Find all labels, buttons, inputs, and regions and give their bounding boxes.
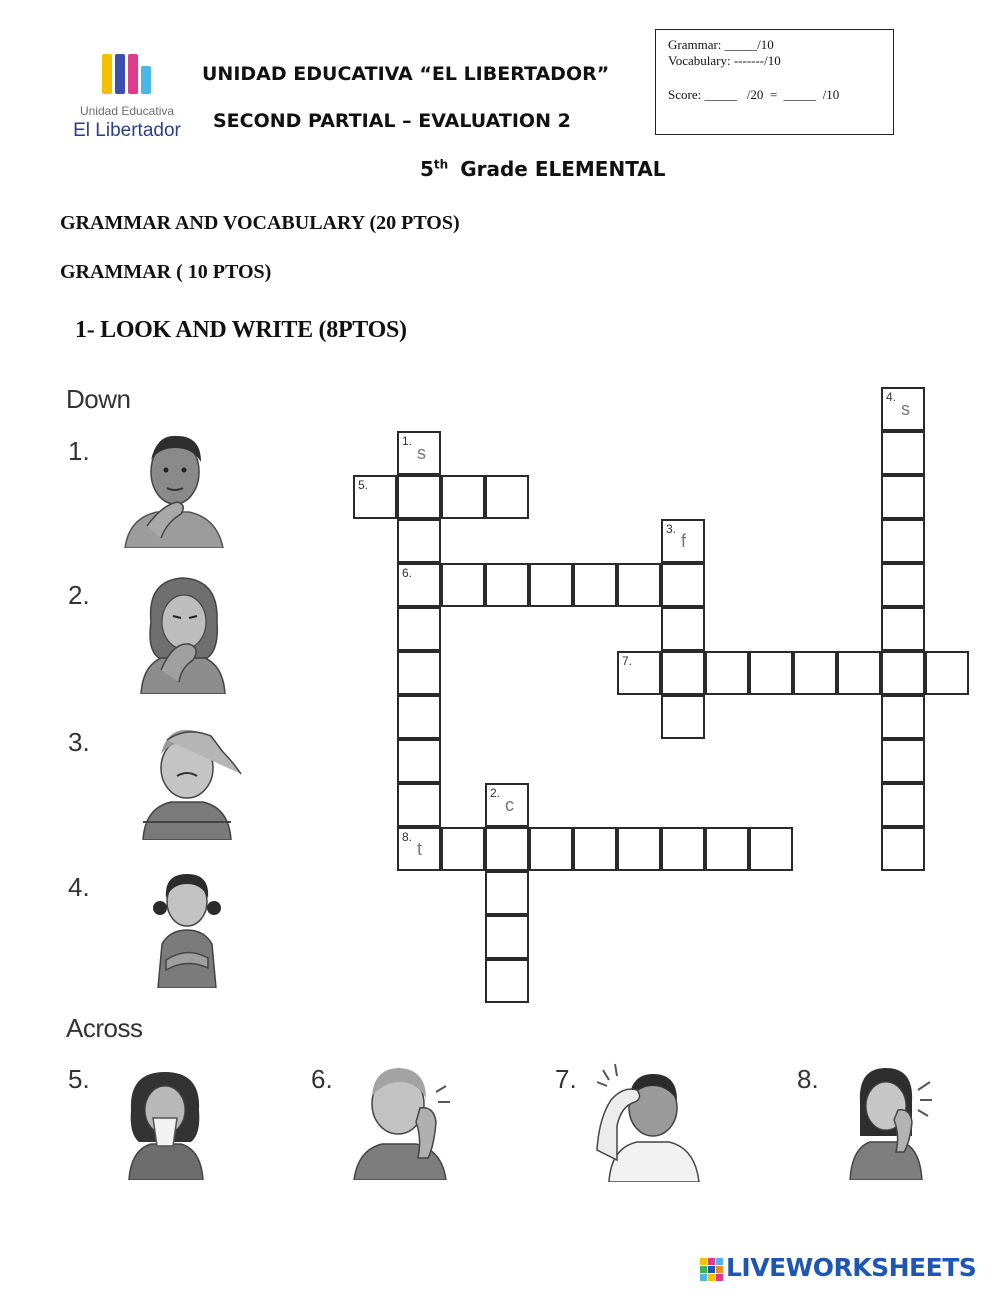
crossword-hint-letter: s xyxy=(417,443,426,463)
crossword-cell[interactable] xyxy=(881,739,925,783)
crossword-cell[interactable] xyxy=(441,475,485,519)
crossword-cell[interactable] xyxy=(485,959,529,1003)
across-clue-number: 8. xyxy=(797,1064,819,1094)
girl-sneezing-image xyxy=(125,1064,207,1180)
crossword-cell[interactable] xyxy=(353,475,397,519)
crossword-clue-number: 7. xyxy=(622,654,633,668)
task-instruction: LOOK AND WRITE (8PTOS) xyxy=(100,317,407,343)
crossword-cell[interactable] xyxy=(397,475,441,519)
crossword-cell[interactable] xyxy=(749,827,793,871)
crossword-cell[interactable] xyxy=(617,827,661,871)
evaluation-title: SECOND PARTIAL – EVALUATION 2 xyxy=(213,110,571,132)
school-logo xyxy=(62,52,192,144)
across-clue-number: 6. xyxy=(311,1064,333,1094)
crossword-cell[interactable] xyxy=(573,563,617,607)
crossword-cell[interactable] xyxy=(661,563,705,607)
grade-label: Grade ELEMENTAL xyxy=(460,157,666,181)
crossword-cell[interactable] xyxy=(397,783,441,827)
section-grammar: GRAMMAR ( 10 PTOS) xyxy=(60,261,272,283)
girl-toothache-image xyxy=(848,1062,934,1180)
crossword-cell[interactable] xyxy=(661,827,705,871)
down-clue-number: 1. xyxy=(68,436,90,466)
girl-cough-image xyxy=(137,572,229,694)
crossword-cell[interactable] xyxy=(661,651,705,695)
down-clue-number: 4. xyxy=(68,872,90,902)
crossword-cell[interactable] xyxy=(485,475,529,519)
crossword-cell[interactable] xyxy=(573,827,617,871)
crossword-cell[interactable] xyxy=(397,519,441,563)
school-name: UNIDAD EDUCATIVA “EL LIBERTADOR” xyxy=(202,63,610,85)
crossword-cell[interactable] xyxy=(485,915,529,959)
crossword-cell[interactable] xyxy=(881,783,925,827)
total-score: Score: _____ /20 = _____ /10 xyxy=(668,87,840,102)
crossword-cell[interactable] xyxy=(397,739,441,783)
crossword-cell[interactable] xyxy=(881,475,925,519)
liveworksheets-blocks-icon xyxy=(700,1258,724,1282)
task-number: 1- xyxy=(75,317,95,343)
crossword-clue-number: 6. xyxy=(402,566,413,580)
crossword-hint-letter: c xyxy=(505,795,514,815)
task-title xyxy=(75,317,407,344)
grammar-score: Grammar: _____/10 xyxy=(668,37,774,52)
grade-suffix: th xyxy=(433,157,449,172)
vocabulary-score: Vocabulary: -------/10 xyxy=(668,53,781,68)
crossword-cell[interactable] xyxy=(837,651,881,695)
crossword-cell[interactable] xyxy=(397,607,441,651)
crossword-cell[interactable] xyxy=(705,651,749,695)
crossword-cell[interactable] xyxy=(441,827,485,871)
crossword-cell[interactable] xyxy=(617,651,661,695)
crossword-cell[interactable] xyxy=(397,563,441,607)
grade-number: 5 xyxy=(420,157,434,181)
across-heading: Across xyxy=(66,1013,143,1043)
crossword-clue-number: 2. xyxy=(490,786,501,800)
crossword-cell[interactable] xyxy=(485,783,529,827)
crossword-clue-number: 5. xyxy=(358,478,369,492)
crossword-cell[interactable] xyxy=(397,827,441,871)
crossword-cell[interactable] xyxy=(881,651,925,695)
across-clue-number: 7. xyxy=(555,1064,577,1094)
crossword-clue-number: 3. xyxy=(666,522,677,536)
logo-line1: Unidad Educativa xyxy=(79,104,175,118)
across-clue-number: 5. xyxy=(68,1064,90,1094)
crossword-cell[interactable] xyxy=(661,695,705,739)
crossword-cell[interactable] xyxy=(441,563,485,607)
down-clue-number: 2. xyxy=(68,580,90,610)
crossword-cell[interactable] xyxy=(881,695,925,739)
crossword-cell[interactable] xyxy=(485,563,529,607)
crossword-cell[interactable] xyxy=(881,563,925,607)
boy-fever-image xyxy=(137,718,243,840)
crossword-cell[interactable] xyxy=(529,563,573,607)
crossword-cell[interactable] xyxy=(397,431,441,475)
crossword-cell[interactable] xyxy=(881,519,925,563)
score-box xyxy=(655,29,894,135)
crossword-cell[interactable] xyxy=(485,827,529,871)
boy-sore-throat-image xyxy=(117,430,229,548)
grade-title xyxy=(420,157,666,181)
crossword-hint-letter: s xyxy=(901,399,910,419)
crossword-clue-number: 4. xyxy=(886,390,897,404)
crossword-hint-letter: f xyxy=(681,531,687,551)
down-clue-number: 3. xyxy=(68,727,90,757)
crossword-clue-number: 1. xyxy=(402,434,413,448)
crossword-cell[interactable] xyxy=(749,651,793,695)
crossword-cell[interactable] xyxy=(705,827,749,871)
down-heading: Down xyxy=(66,384,131,414)
crossword-cell[interactable] xyxy=(397,651,441,695)
crossword-cell[interactable] xyxy=(617,563,661,607)
boy-earache-image xyxy=(350,1062,454,1180)
girl-stomachache-image xyxy=(150,868,224,988)
crossword-cell[interactable] xyxy=(881,607,925,651)
crossword-cell[interactable] xyxy=(485,871,529,915)
crossword-cell[interactable] xyxy=(397,695,441,739)
crossword-cell[interactable] xyxy=(925,651,969,695)
logo-line2: El Libertador xyxy=(73,120,181,141)
crossword-clue-number: 8. xyxy=(402,830,413,844)
crossword-cell[interactable] xyxy=(529,827,573,871)
liveworksheets-brand: LIVEWORKSHEETS xyxy=(726,1253,977,1282)
crossword-hint-letter: t xyxy=(417,839,423,859)
crossword-cell[interactable] xyxy=(881,431,925,475)
crossword-cell[interactable] xyxy=(661,519,705,563)
crossword-cell[interactable] xyxy=(793,651,837,695)
logo-bars-icon xyxy=(98,52,154,96)
crossword-cell[interactable] xyxy=(881,827,925,871)
boy-headache-image xyxy=(595,1060,707,1182)
crossword-cell[interactable] xyxy=(881,387,925,431)
crossword-cell[interactable] xyxy=(661,607,705,651)
section-grammar-vocabulary: GRAMMAR AND VOCABULARY (20 PTOS) xyxy=(60,212,460,234)
